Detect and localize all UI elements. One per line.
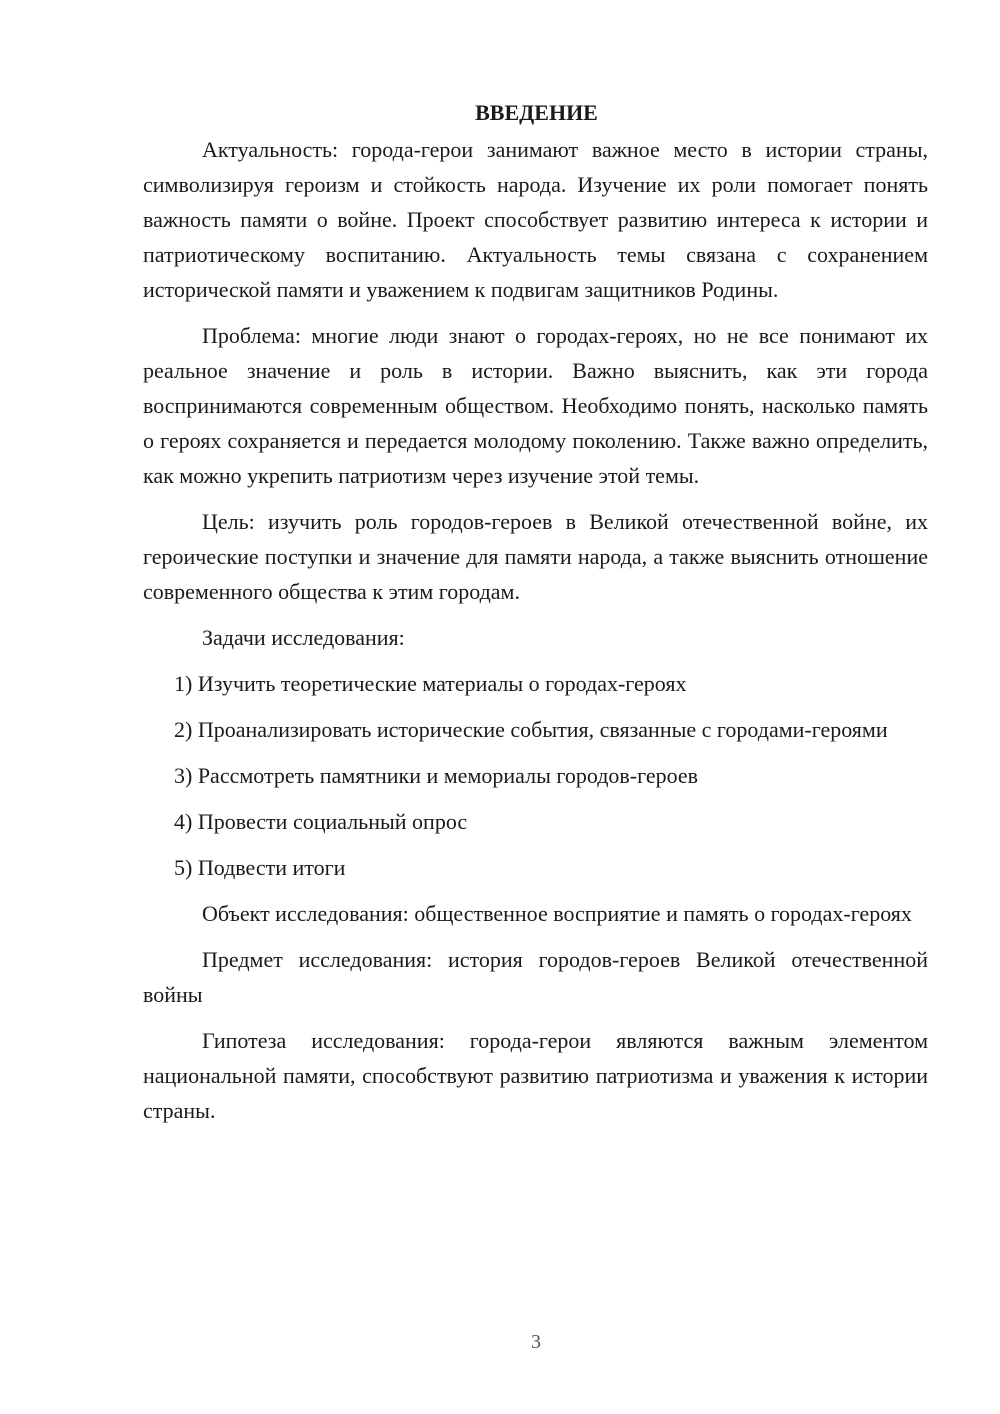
hypothesis-paragraph: Гипотеза исследования: города-герои являются важным элементом национальной памяти, способствуют развитию патриотизма и уважения к истории страны. (143, 1028, 928, 1123)
tasks-heading: Задачи исследования: (202, 625, 405, 650)
goal-paragraph: Цель: изучить роль городов-героев в Великой отечественной войне, их героические поступки и значение для памяти народа, а также выяснить отношение современного общества к этим городам. (143, 509, 928, 604)
task-item-3: 3) Рассмотреть памятники и мемориалы городов-героев (174, 763, 699, 788)
task-item-5: 5) Подвести итоги (174, 855, 346, 880)
page-number: 3 (531, 1331, 541, 1353)
task-item-2: 2) Проанализировать исторические события, связанные с городами-героями (174, 717, 888, 742)
problem-paragraph: Проблема: многие люди знают о городах-героях, но не все понимают их реальное значение и роль в истории. Важно выяснить, как эти города воспринимаются современным обществом. Необходимо понять, насколько память о героях сохраняется и передается молодому поколению. Также важно определить, как можно укрепить патриотизм через изучение этой темы. (143, 323, 928, 488)
object-paragraph: Объект исследования: общественное восприятие и память о городах-героях (202, 901, 912, 926)
task-item-4: 4) Провести социальный опрос (174, 809, 468, 834)
relevance-paragraph: Актуальность: города-герои занимают важное место в истории страны, символизируя героизм и стойкость народа. Изучение их роли помогает понять важность памяти о войне. Проект способствует развитию интереса к истории и патриотическому воспитанию. Актуальность темы связана с сохранением исторической памяти и уважением к подвигам защитников Родины. (143, 137, 928, 302)
page-content (143, 95, 928, 1139)
subject-paragraph: Предмет исследования: история городов-героев Великой отечественной войны (143, 947, 928, 1007)
section-heading: ВВЕДЕНИЕ (475, 100, 598, 125)
task-item-1: 1) Изучить теоретические материалы о городах-героях (174, 671, 687, 696)
